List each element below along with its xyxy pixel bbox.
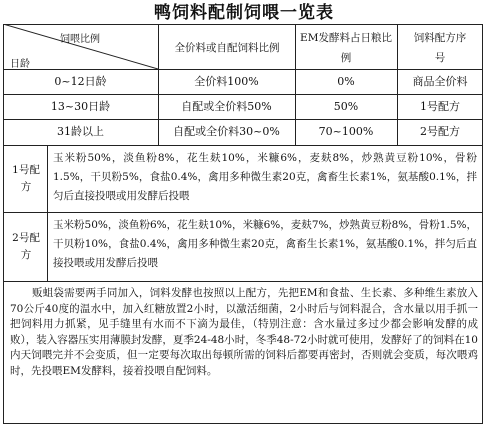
- row-age: 0~12日龄: [54, 74, 107, 88]
- row-feed: 全价料100%: [194, 74, 259, 88]
- page-title: 鸭饲料配制饲喂一览表: [154, 3, 334, 23]
- row-em: 70~100%: [318, 125, 374, 138]
- recipe-text: 玉米粉50%，淡鱼粉8%，花生麸10%，米糠6%，麦麸8%，炒熟黄豆粉10%，骨粉1.5%，干贝粉5%，食盐0.4%，禽用多种微生素20克，禽畜生长素1%，氨基酸0.1%，拌匀后直接投喂或用发酵后投喂: [53, 152, 477, 202]
- corner-header-bottom: 日龄: [10, 59, 30, 70]
- row-formula: 2号配方: [420, 125, 460, 138]
- table-divider: [47, 145, 48, 281]
- header-feed-ratio: 全价料或自配饲料比例: [174, 41, 280, 54]
- row-em: 50%: [333, 99, 359, 113]
- header-formula-no: 饲料配方序号: [413, 31, 467, 64]
- table-divider: [3, 145, 483, 146]
- header-em-ratio: EM发酵料占日粮比例: [300, 31, 392, 64]
- row-feed: 自配或全价料30~0%: [173, 125, 280, 138]
- row-formula: 1号配方: [420, 99, 460, 113]
- row-age: 13~30日龄: [50, 99, 111, 113]
- row-feed: 自配或全价料50%: [181, 99, 272, 113]
- row-em: 0%: [337, 74, 355, 88]
- row-formula: 商品全价料: [412, 74, 468, 88]
- row-age: 31龄以上: [57, 125, 104, 138]
- corner-header-top: 饲喂比例: [60, 34, 100, 45]
- recipe-label: 2号配方: [12, 232, 40, 261]
- fermentation-notes: 贩蛆袋需要两手同加入，饲料发酵也按照以上配方，先把EM和食盐、生长素、多种维生素放入70公斤40度的温水中，加入红糖放置2小时，以激活细菌，2小时后与饲料混合，含水量以用手抓一把饲料用力抓紧，见手缝里有水而不下滴为最佳，（特别注意：含水量过多过少都会影响发酵的成败），装入容器压实用薄膜封发酵，夏季24-48小时，冬季48-72小时就可使用，发酵好了的饲料在10内天饲喂完并不会变质，但一定要每次取出每顿所需的饲料后都要再密封，否则就会变质，每次喂鸡时，先投喂EM发酵料，接着投喂自配饲料。: [10, 287, 478, 377]
- table-divider: [3, 212, 483, 213]
- recipe-text: 玉米粉50%，淡鱼粉6%，花生麸10%，米糠6%，麦麸7%，炒熟黄豆粉8%，骨粉1.5%，干贝粉10%，食盐0.4%，禽用多种微生素20克，禽畜生长素1%，氨基酸0.1%，拌匀后直接投喂或用发酵后投喂: [53, 219, 477, 269]
- recipe-label: 1号配方: [12, 164, 40, 193]
- table-divider: [3, 281, 483, 282]
